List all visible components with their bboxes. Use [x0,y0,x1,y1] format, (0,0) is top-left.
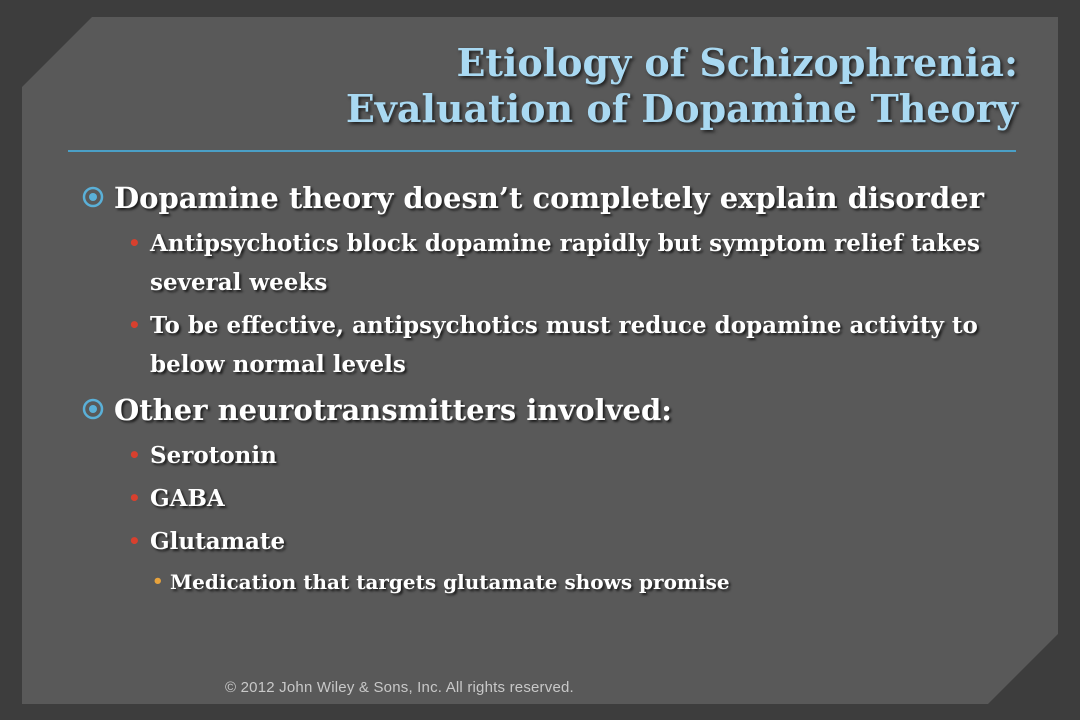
sub-bullet-text: To be effective, antipsychotics must reduce dopamine activity to below normal levels [150,312,978,378]
dot-bullet-icon: • [128,231,141,255]
sub-sub-bullet-item [152,565,1022,599]
sub-bullet-text: Glutamate [150,528,286,555]
dot-bullet-icon: • [128,486,141,510]
sub-bullet-item-gaba [126,479,1022,518]
dot-bullet-icon: • [128,529,141,553]
sub-bullet-item-serotonin [126,436,1022,475]
small-dot-bullet-icon: • [152,571,164,592]
slide-body [82,176,1022,599]
bullet-text: Other neurotransmitters involved: [114,393,672,427]
circled-dot-icon [82,186,104,208]
sub-bullet-text: Serotonin [150,442,277,469]
dot-bullet-icon: • [128,443,141,467]
sub-bullet-item [126,306,1022,384]
copyright-footer: © 2012 John Wiley & Sons, Inc. All rights reserved. [225,679,574,696]
sub-bullet-item-glutamate [126,522,1022,561]
circled-dot-icon [82,398,104,420]
slide-title [258,40,1018,132]
sub-bullet-text: Antipsychotics block dopamine rapidly but symptom relief takes several weeks [150,230,980,296]
sub-bullet-text: GABA [150,485,225,512]
bullet-item-dopamine-theory [82,176,1022,220]
title-divider [68,150,1016,152]
dot-bullet-icon: • [128,313,141,337]
bullet-item-other-neurotransmitters [82,388,1022,432]
sub-sub-bullet-text: Medication that targets glutamate shows promise [170,570,730,594]
sub-bullet-item [126,224,1022,302]
title-line-1: Etiology of Schizophrenia: [456,40,1018,85]
bullet-text: Dopamine theory doesn’t completely explain disorder [114,181,984,215]
title-line-2: Evaluation of Dopamine Theory [345,86,1018,131]
